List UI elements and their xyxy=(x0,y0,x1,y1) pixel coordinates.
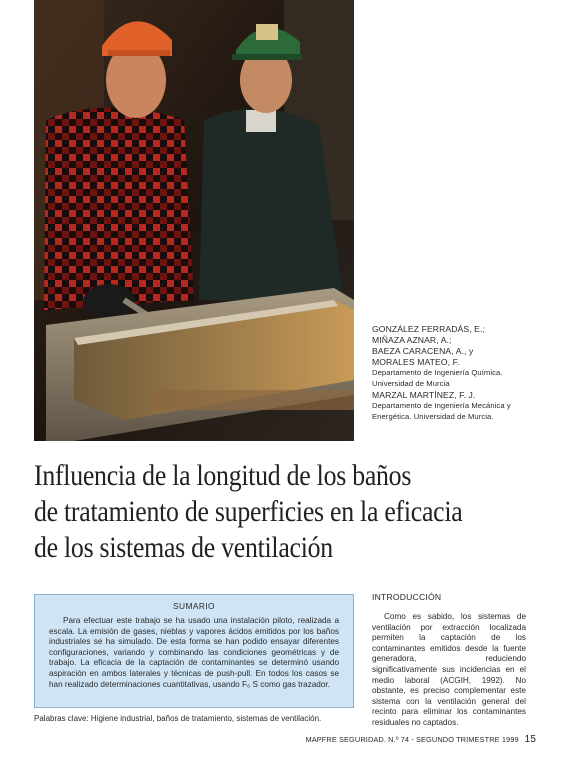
authors-block xyxy=(372,324,552,423)
keywords: Palabras clave: Higiene industrial, baños de tratamiento, sistemas de ventilación. xyxy=(34,714,322,723)
author-affiliation: Energética. Universidad de Murcia. xyxy=(372,412,494,421)
page-number: 15 xyxy=(524,734,536,745)
author-name: MORALES MATEO, F. xyxy=(372,357,460,367)
title-line: de tratamiento de superficies en la eficacia xyxy=(34,495,463,528)
author-affiliation: Departamento de Ingeniería Química. xyxy=(372,368,503,377)
introduction-heading: INTRODUCCIÓN xyxy=(372,592,442,602)
summary-heading: SUMARIO xyxy=(173,601,215,611)
author-affiliation: Universidad de Murcia xyxy=(372,379,450,388)
journal-info: MAPFRE SEGURIDAD. N.º 74 - SEGUNDO TRIMESTRE 1999 xyxy=(305,735,519,744)
title-line: de los sistemas de ventilación xyxy=(34,531,333,564)
author-name: GONZÁLEZ FERRADÁS, E.; xyxy=(372,324,485,334)
author-name: MARZAL MARTÍNEZ, F. J. xyxy=(372,390,476,400)
header-photo xyxy=(34,0,354,441)
page-footer xyxy=(300,734,536,745)
author-name: MIÑAZA AZNAR, A.; xyxy=(372,335,452,345)
introduction-text: Como es sabido, los sistemas de ventilación por extracción localizada permiten la captación de los contaminantes emitidos desde la fuente generadora, reduciendo significativamente sus incidencias en el medio laboral (ACGIH, 1992). No obstante, es preciso complementar este sistema con la ventilación general del recinto para eliminar los contaminantes residuales no captados. xyxy=(372,612,526,727)
author-affiliation: Departamento de Ingeniería Mecánica y xyxy=(372,401,511,410)
author-name: BAEZA CARACENA, A., y xyxy=(372,346,474,356)
workers-at-tank-illustration xyxy=(34,0,354,441)
article-title xyxy=(34,458,464,566)
summary-box xyxy=(34,594,354,708)
title-line: Influencia de la longitud de los baños xyxy=(34,459,412,492)
summary-text: Para efectuar este trabajo se ha usado una instalación piloto, realizada a escala. La emisión de gases, nieblas y vapores ácidos emitidos por los baños industriales se ha simulado. De esta forma se han podido ensayar diferentes configuraciones, variando y combinando las condiciones geométricas y de trabajo. La eficacia de la captación de contaminantes se determinó usando aspiración en ambos laterales y técnicas de push-pull. En todos los casos se han realizado determinaciones cuantitativas, usando F₆ S como gas trazador. xyxy=(49,616,339,689)
